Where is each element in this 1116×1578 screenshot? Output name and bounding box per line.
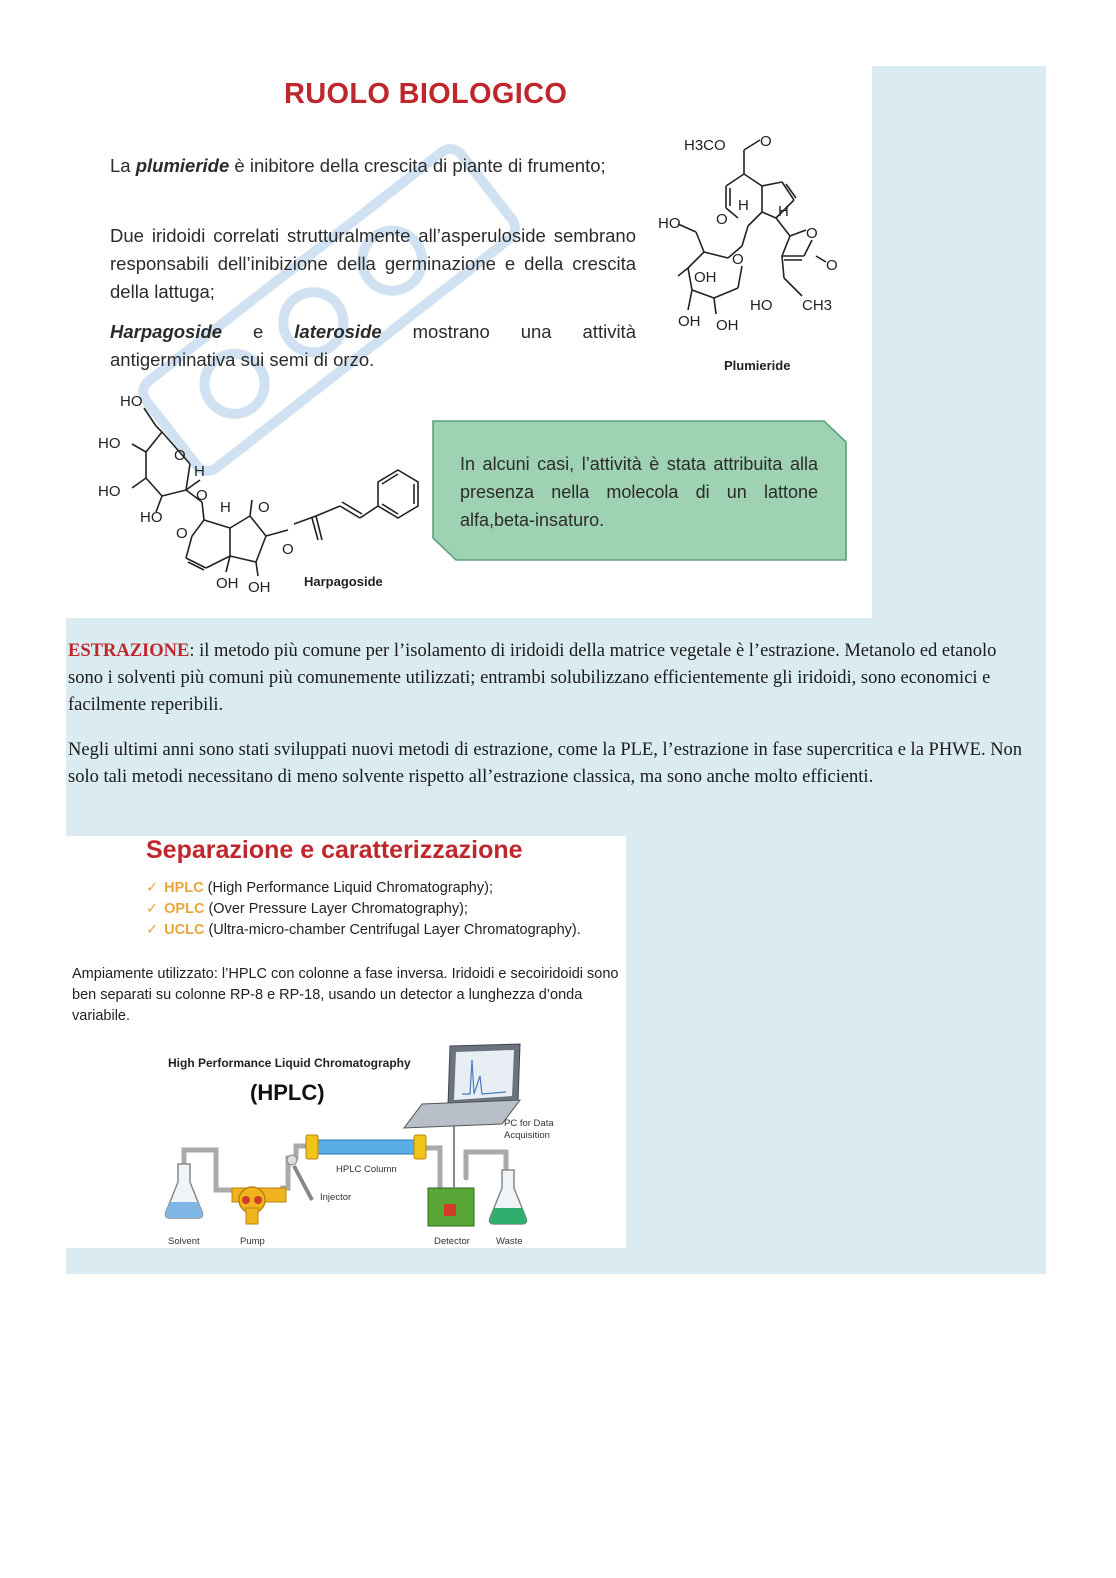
atom-label: HO xyxy=(750,297,773,314)
solvent-label: Solvent xyxy=(168,1236,200,1247)
slide-separazione xyxy=(66,836,626,1248)
atom-label: HO xyxy=(98,435,121,452)
slide2-title: Separazione e caratterizzazione xyxy=(146,836,523,864)
pc-label: PC for Data xyxy=(504,1118,554,1129)
atom-label: H xyxy=(220,499,231,516)
atom-label: HO xyxy=(658,215,681,232)
atom-label: H xyxy=(778,203,789,220)
plumieride-label: Plumieride xyxy=(724,358,791,373)
atom-label: O xyxy=(258,499,270,516)
check-icon: ✓ xyxy=(146,901,159,917)
hplc-diagram-title: High Performance Liquid Chromatography xyxy=(168,1056,411,1070)
atom-label: OH xyxy=(216,575,239,592)
atom-label-h3co: H3CO xyxy=(684,137,726,154)
list-item: ✓ OPLC (Over Pressure Layer Chromatography); xyxy=(146,901,468,917)
waste-label: Waste xyxy=(496,1236,523,1247)
pump-label: Pump xyxy=(240,1236,265,1247)
new-methods-paragraph: Negli ultimi anni sono stati sviluppati nuovi metodi di estrazione, come la PLE, l’estrazione in fase supercritica e la PHWE. Non solo tali metodi necessitano di meno solvente rispetto all’estrazione classica, ma sono anche molto efficienti. xyxy=(68,740,1023,787)
atom-label: O xyxy=(732,251,744,268)
lactone-callout xyxy=(432,420,848,562)
slide-ruolo-biologico xyxy=(66,66,872,618)
atom-label: HO xyxy=(140,509,163,526)
hplc-column-icon xyxy=(306,1135,426,1159)
column-label: HPLC Column xyxy=(336,1164,397,1175)
hplc-diagram xyxy=(66,836,626,1248)
pump-icon xyxy=(232,1187,286,1224)
atom-label: HO xyxy=(98,483,121,500)
atom-label: H xyxy=(194,463,205,480)
callout-text: In alcuni casi, l’attività è stata attribuita alla presenza nella molecola di un lattone alfa,beta-insaturo. xyxy=(460,454,818,530)
atom-label: O xyxy=(176,525,188,542)
list-item: ✓ HPLC (High Performance Liquid Chromatography); xyxy=(146,880,493,896)
atom-label: O xyxy=(826,257,838,274)
pc-label-2: Acquisition xyxy=(504,1130,550,1141)
atom-label: OH xyxy=(694,269,717,286)
hplc-acronym: (HPLC) xyxy=(250,1080,325,1105)
hplc-description: Ampiamente utilizzato: l’HPLC con colonne a fase inversa. Iridoidi e secoiridoidi sono ben separati su colonne RP-8 e RP-18, usando un detector a lunghezza d’onda variabile. xyxy=(72,966,619,1024)
slide-title: RUOLO BIOLOGICO xyxy=(284,78,568,110)
estrazione-paragraph: ESTRAZIONE: il metodo più comune per l’isolamento di iridoidi della matrice vegetale è l’estrazione. Metanolo ed etanolo sono i solventi più comuni più comunemente utilizzati; entrambi solubilizzano efficientemente gli iridoidi, sono economici e facilmente reperibili. xyxy=(68,641,997,715)
waste-flask-icon xyxy=(490,1170,527,1224)
atom-label: O xyxy=(806,225,818,242)
paragraph-asperuloside: Due iridoidi correlati strutturalmente all’asperuloside sembrano responsabili dell’inibizione della germinazione e della crescita della lattuga; xyxy=(110,225,636,302)
injector-icon xyxy=(287,1155,312,1200)
atom-label: O xyxy=(282,541,294,558)
atom-label: O xyxy=(760,133,772,150)
atom-label: HO xyxy=(120,393,143,410)
atom-label: H xyxy=(738,197,749,214)
harpagoside-label: Harpagoside xyxy=(304,574,383,589)
injector-label: Injector xyxy=(320,1192,352,1203)
atom-label: OH xyxy=(678,313,701,330)
check-icon: ✓ xyxy=(146,922,159,938)
detector-label: Detector xyxy=(434,1236,470,1247)
atom-label: O xyxy=(174,447,186,464)
atom-label: O xyxy=(716,211,728,228)
estrazione-label: ESTRAZIONE xyxy=(68,641,190,661)
check-icon: ✓ xyxy=(146,880,159,896)
solvent-flask-icon xyxy=(166,1164,203,1218)
laptop-icon xyxy=(404,1044,520,1128)
paragraph-plumieride: La plumieride è inibitore della crescita di piante di frumento; xyxy=(110,155,606,176)
atom-label: OH xyxy=(716,317,739,334)
paragraph-harpagoside: Harpagoside e lateroside mostrano una attività antigerminativa sui semi di orzo. xyxy=(110,321,636,370)
atom-label: CH3 xyxy=(802,297,833,314)
atom-label: OH xyxy=(248,579,271,592)
list-item: ✓ UCLC (Ultra-micro-chamber Centrifugal Layer Chromatography). xyxy=(146,922,581,938)
atom-label: O xyxy=(196,487,208,504)
harpagoside-structure xyxy=(96,392,436,592)
plumieride-structure xyxy=(656,126,856,376)
